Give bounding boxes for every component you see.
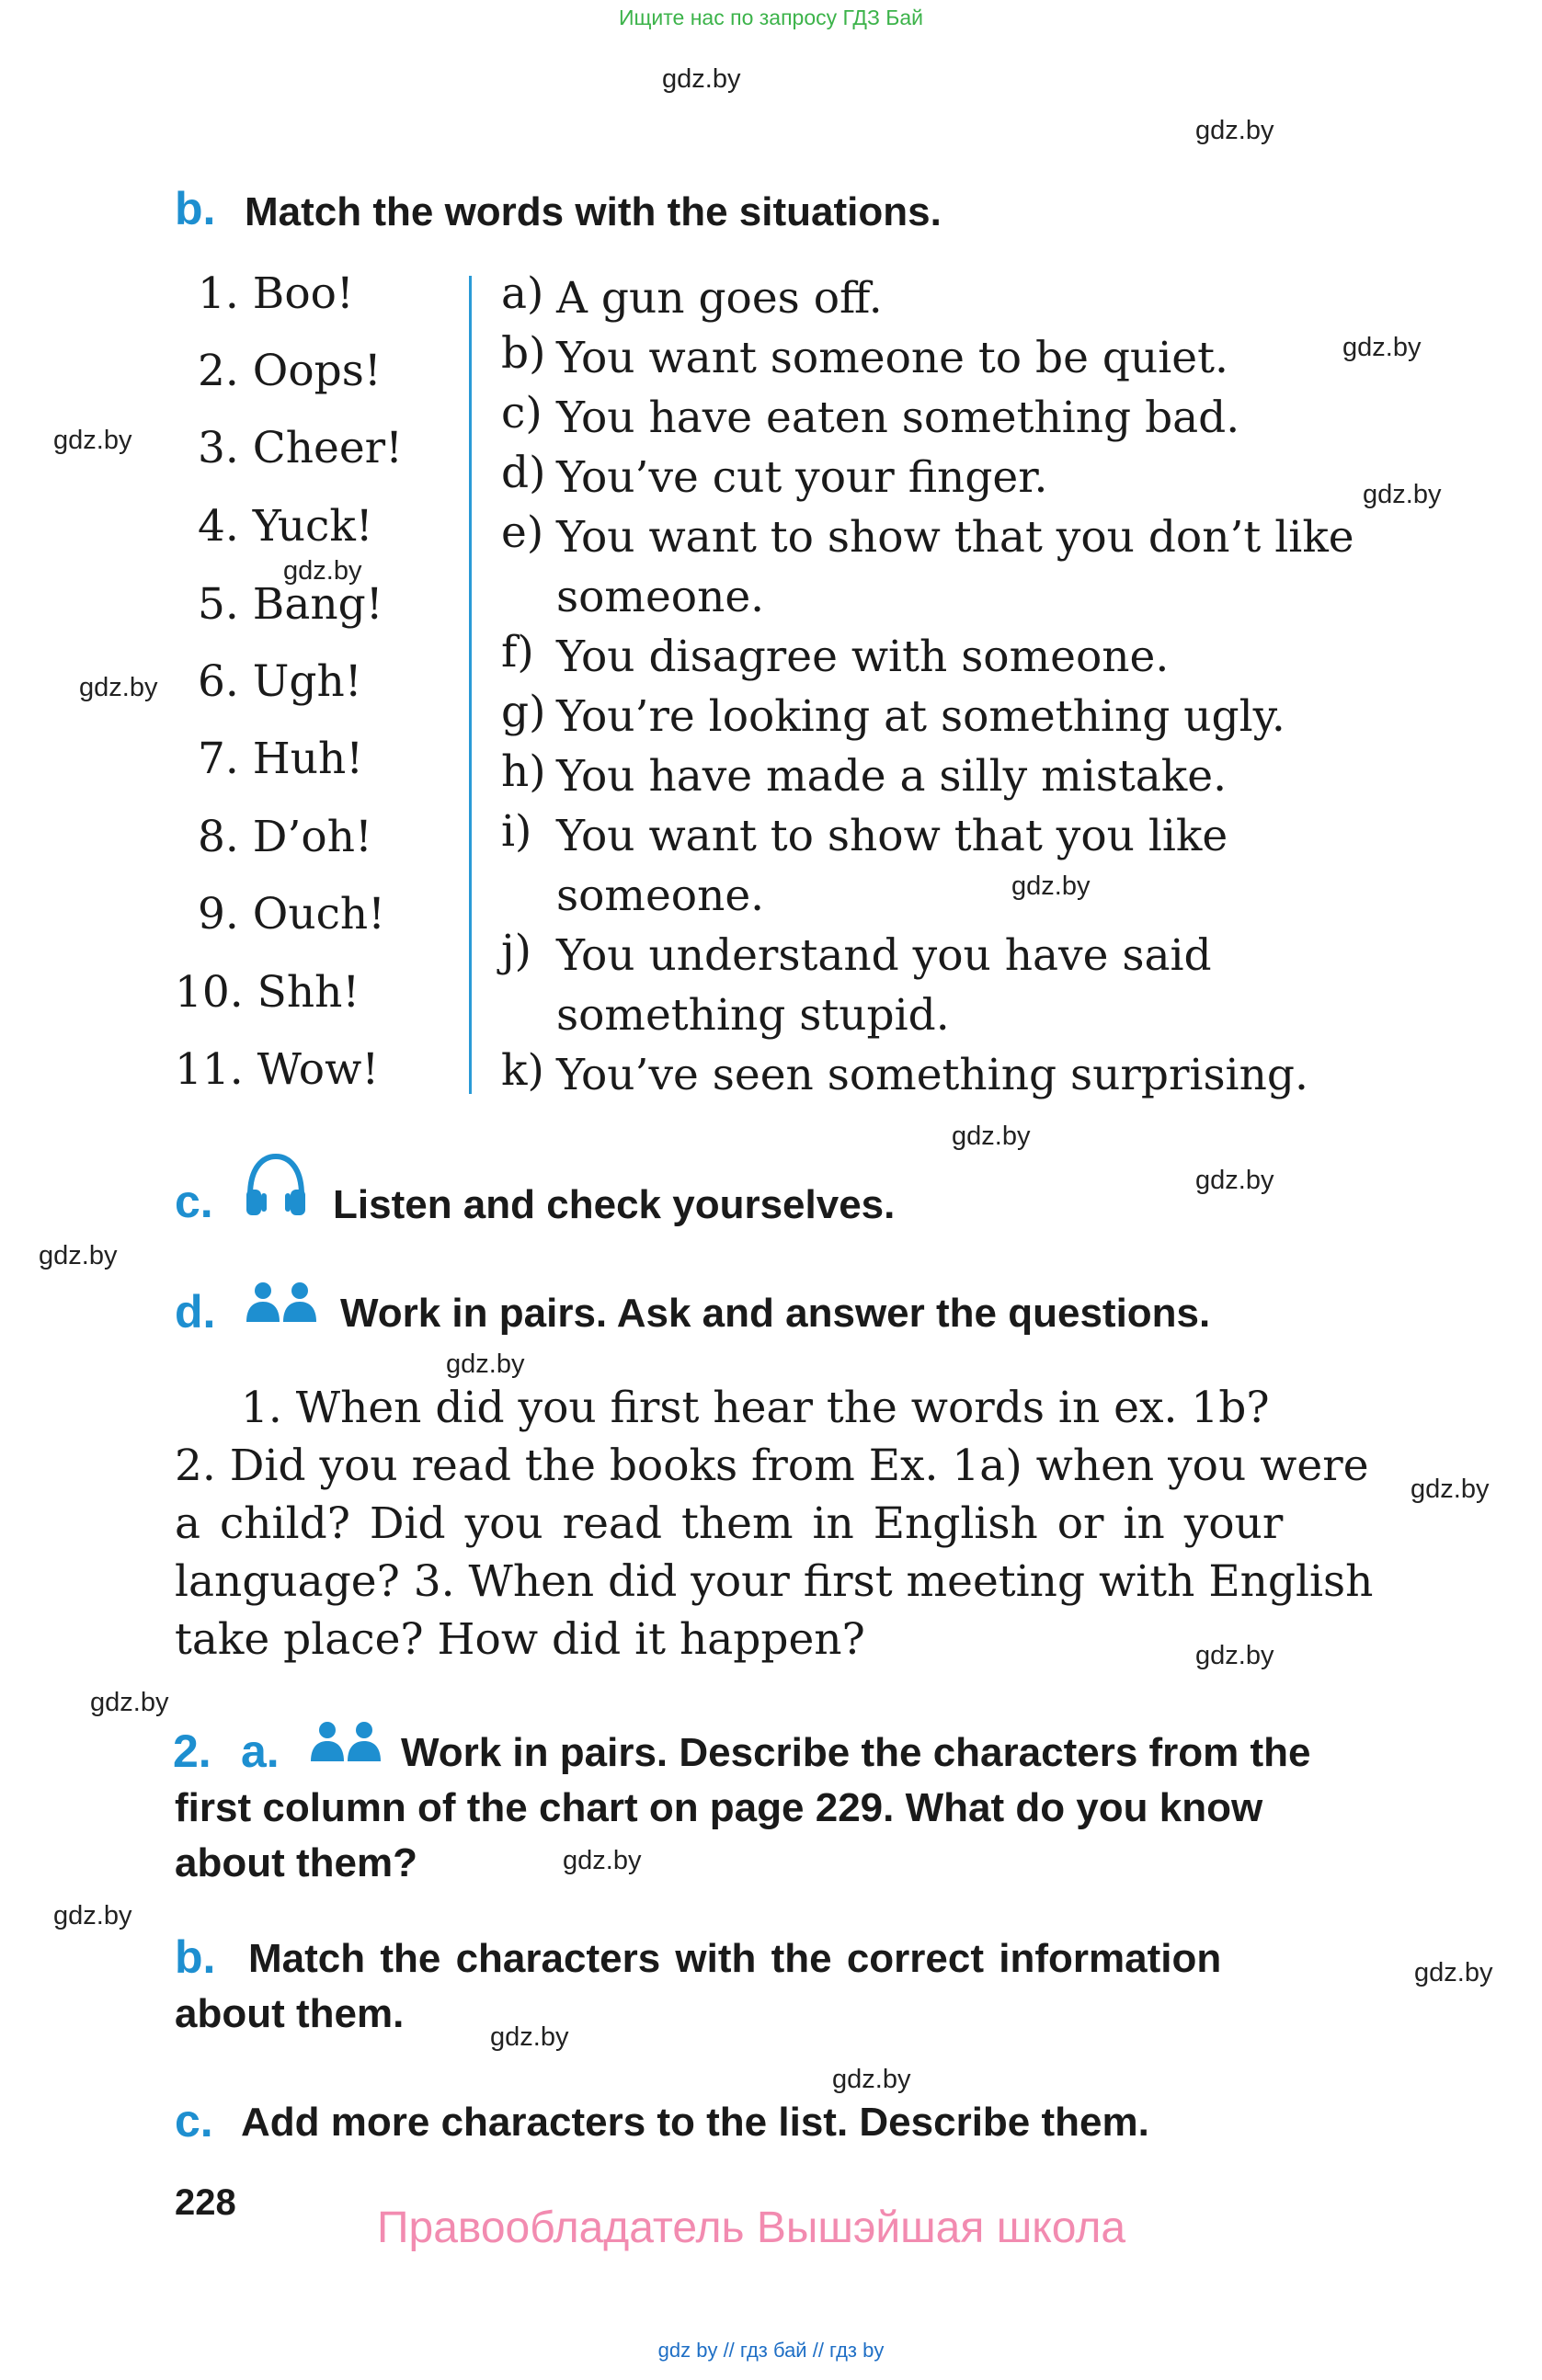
- pair-work-icon: [307, 1719, 384, 1765]
- exercise-2c-letter: c.: [175, 2095, 213, 2147]
- situation-text: You want to show that you don’t like someone.: [556, 512, 1354, 622]
- section-c-letter: c.: [175, 1176, 213, 1227]
- situation-letter: b): [501, 328, 546, 379]
- exercise-2b-letter: b.: [175, 1931, 216, 1983]
- watermark: gdz.by: [1414, 1958, 1493, 1987]
- situation-letter: h): [501, 746, 546, 797]
- situation-letter: c): [501, 388, 543, 438]
- word-item: 7. Huh!: [198, 734, 364, 784]
- question-line: a child? Did you read them in English or in your: [175, 1498, 1284, 1549]
- section-b-title: Match the words with the situations.: [245, 189, 942, 234]
- word-item: 3. Cheer!: [198, 423, 403, 473]
- footer-links[interactable]: gdz by // гдз бай // гдз by: [657, 2339, 885, 2362]
- question-line: take place? How did it happen?: [175, 1614, 865, 1665]
- situation-text: You’ve cut your finger.: [556, 452, 1048, 503]
- question-line: language? 3. When did your first meeting with English: [175, 1556, 1374, 1607]
- watermark: gdz.by: [1342, 333, 1422, 362]
- watermark: gdz.by: [1195, 116, 1274, 145]
- exercise-2a-letter: a.: [241, 1725, 280, 1777]
- headphones-icon: [241, 1151, 311, 1219]
- exercise-2a-line: Work in pairs. Describe the characters from the: [401, 1730, 1311, 1775]
- watermark: gdz.by: [563, 1846, 642, 1875]
- watermark: gdz.by: [490, 2022, 569, 2052]
- watermark: gdz.by: [1195, 1166, 1274, 1195]
- exercise-2b-line: about them.: [175, 1991, 405, 2036]
- situation-text: You have eaten something bad.: [556, 393, 1240, 443]
- word-item: 10. Shh!: [175, 967, 360, 1018]
- situation-letter: k): [501, 1045, 544, 1096]
- question-line: 1. When did you first hear the words in ex. 1b?: [241, 1383, 1270, 1433]
- top-banner[interactable]: Ищите нас по запросу ГДЗ Бай: [618, 6, 924, 29]
- word-item: 5. Bang!: [198, 579, 383, 630]
- situation-letter: j): [501, 926, 531, 976]
- word-item: 1. Boo!: [198, 268, 354, 319]
- rights-holder: Правообладатель Вышэйшая школа: [377, 2203, 1126, 2252]
- exercise-2a-line: about them?: [175, 1840, 417, 1885]
- section-d-letter: d.: [175, 1286, 216, 1338]
- column-divider: [469, 276, 472, 1094]
- watermark: gdz.by: [79, 673, 158, 702]
- word-item: 6. Ugh!: [198, 656, 362, 707]
- watermark: gdz.by: [53, 1901, 132, 1930]
- watermark: gdz.by: [90, 1688, 169, 1717]
- word-item: 11. Wow!: [175, 1044, 380, 1095]
- watermark: gdz.by: [53, 426, 132, 455]
- situation-text: You have made a silly mistake.: [556, 751, 1228, 802]
- watermark: gdz.by: [39, 1241, 118, 1270]
- exercise-2a-line: first column of the chart on page 229. What do you know: [175, 1785, 1263, 1830]
- situation-text: You understand you have said something stupid.: [556, 930, 1212, 1041]
- situation-letter: i): [501, 806, 532, 857]
- question-line: 2. Did you read the books from Ex. 1a) when you were: [175, 1441, 1369, 1491]
- watermark: gdz.by: [1195, 1641, 1274, 1670]
- questions-paragraph: [175, 1379, 1398, 1668]
- watermark: gdz.by: [662, 64, 741, 94]
- situation-letter: g): [501, 687, 546, 737]
- watermark: gdz.by: [283, 556, 362, 586]
- situation-letter: e): [501, 507, 544, 558]
- situation-text: You disagree with someone.: [556, 632, 1170, 682]
- situation-letter: f): [501, 627, 534, 678]
- situation-letter: a): [501, 268, 544, 319]
- situation-text: A gun goes off.: [556, 273, 883, 324]
- word-item: 9. Ouch!: [198, 889, 386, 939]
- situation-text: You’ve seen something surprising.: [556, 1050, 1308, 1100]
- exercise-2c-title: Add more characters to the list. Describe them.: [241, 2100, 1149, 2145]
- watermark: gdz.by: [832, 2065, 911, 2094]
- pair-work-icon: [243, 1280, 320, 1326]
- situation-text: You want someone to be quiet.: [556, 333, 1228, 383]
- section-c-title: Listen and check yourselves.: [333, 1182, 896, 1227]
- watermark: gdz.by: [446, 1349, 525, 1379]
- section-b-letter: b.: [175, 183, 216, 234]
- section-d-title: Work in pairs. Ask and answer the questions.: [340, 1291, 1211, 1336]
- watermark: gdz.by: [1011, 871, 1091, 901]
- word-item: 4. Yuck!: [198, 501, 373, 552]
- exercise-2-number: 2.: [173, 1725, 211, 1777]
- watermark: gdz.by: [952, 1122, 1031, 1151]
- watermark: gdz.by: [1411, 1475, 1490, 1504]
- exercise-2b-line: Match the characters with the correct information: [248, 1936, 1222, 1981]
- page-number: 228: [175, 2182, 236, 2223]
- watermark: gdz.by: [1363, 480, 1442, 509]
- word-item: 8. D’oh!: [198, 812, 372, 862]
- situation-letter: d): [501, 448, 546, 498]
- situation-text: You’re looking at something ugly.: [556, 691, 1285, 742]
- situation-text: You want to show that you like someone.: [556, 811, 1228, 921]
- word-item: 2. Oops!: [198, 346, 382, 396]
